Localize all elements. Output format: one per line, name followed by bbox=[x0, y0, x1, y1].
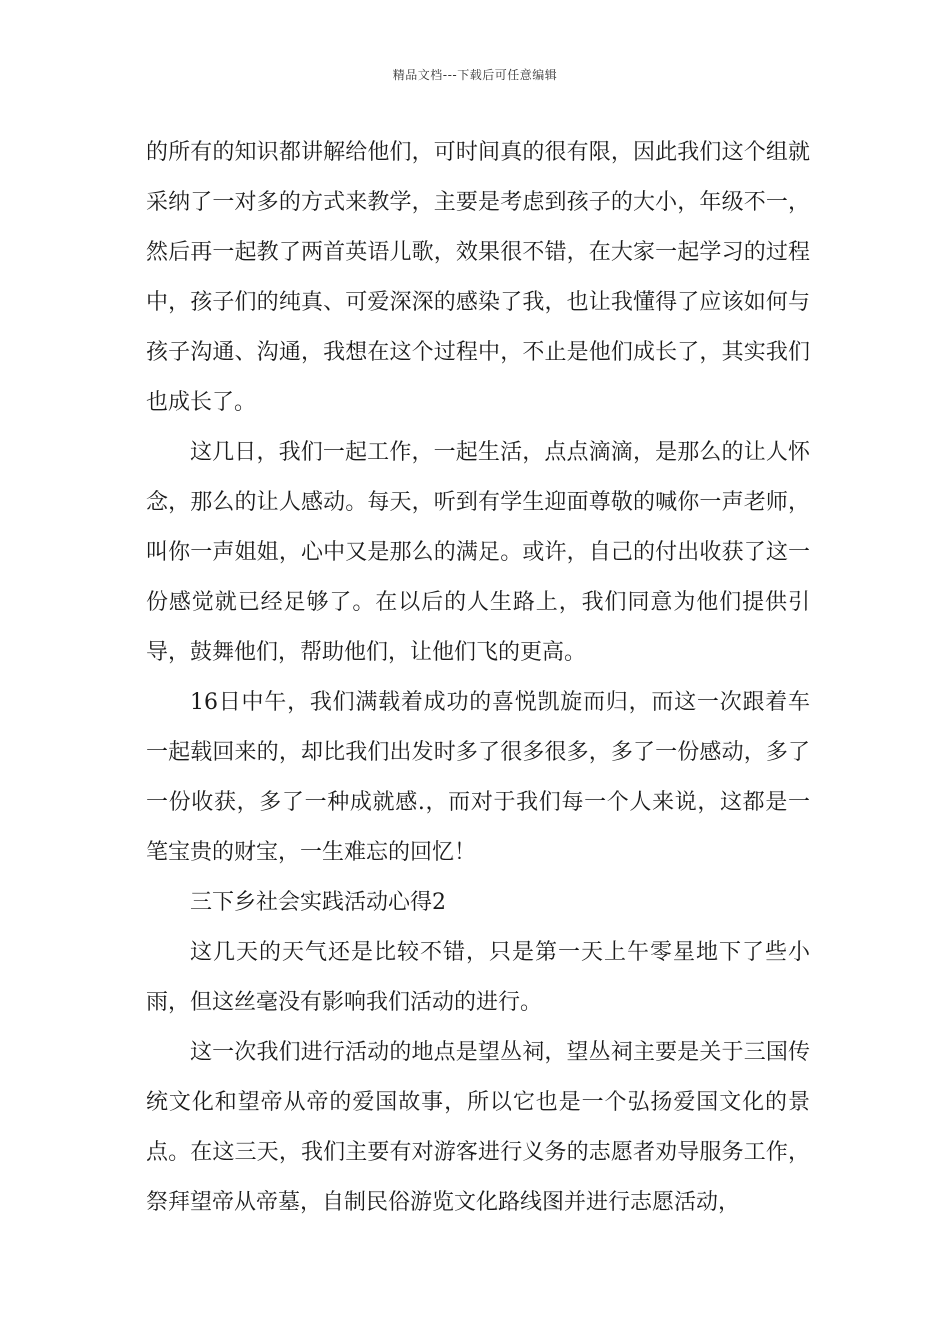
paragraph: 这一次我们进行活动的地点是望丛祠，望丛祠主要是关于三国传统文化和望帝从帝的爱国故事，所以它也是一个弘扬爱国文化的景点。在这三天，我们主要有对游客进行义务的志愿者劝导服务工作，祭拜望帝从帝墓，自制民俗游览文化路线图并进行志愿活动， bbox=[146, 1040, 810, 1215]
document-body bbox=[146, 128, 810, 1228]
page-header: 精品文档---下载后可任意编辑 bbox=[392, 68, 558, 82]
paragraph-continued: 的所有的知识都讲解给他们，可时间真的很有限，因此我们这个组就采纳了一对多的方式来教学，主要是考虑到孩子的大小，年级不一，然后再一起教了两首英语儿歌，效果很不错，在大家一起学习的过程中，孩子们的纯真、可爱深深的感染了我，也让我懂得了应该如何与孩子沟通、沟通，我想在这个过程中，不止是他们成长了，其实我们也成长了。 bbox=[146, 140, 810, 415]
paragraph: 这几天的天气还是比较不错，只是第一天上午零星地下了些小雨，但这丝毫没有影响我们活动的进行。 bbox=[146, 940, 810, 1015]
paragraph: 16日中午，我们满载着成功的喜悦凯旋而归，而这一次跟着车一起载回来的，却比我们出发时多了很多很多，多了一份感动，多了一份收获，多了一种成就感.，而对于我们每一个人来说，这都是一笔宝贵的财宝，一生难忘的回忆！ bbox=[146, 690, 810, 865]
paragraph: 这几日，我们一起工作，一起生活，点点滴滴，是那么的让人怀念，那么的让人感动。每天，听到有学生迎面尊敬的喊你一声老师，叫你一声姐姐，心中又是那么的满足。或许，自己的付出收获了这一份感觉就已经足够了。在以后的人生路上，我们同意为他们提供引导，鼓舞他们，帮助他们，让他们飞的更高。 bbox=[146, 440, 810, 665]
section-heading: 三下乡社会实践活动心得2 bbox=[190, 890, 446, 915]
